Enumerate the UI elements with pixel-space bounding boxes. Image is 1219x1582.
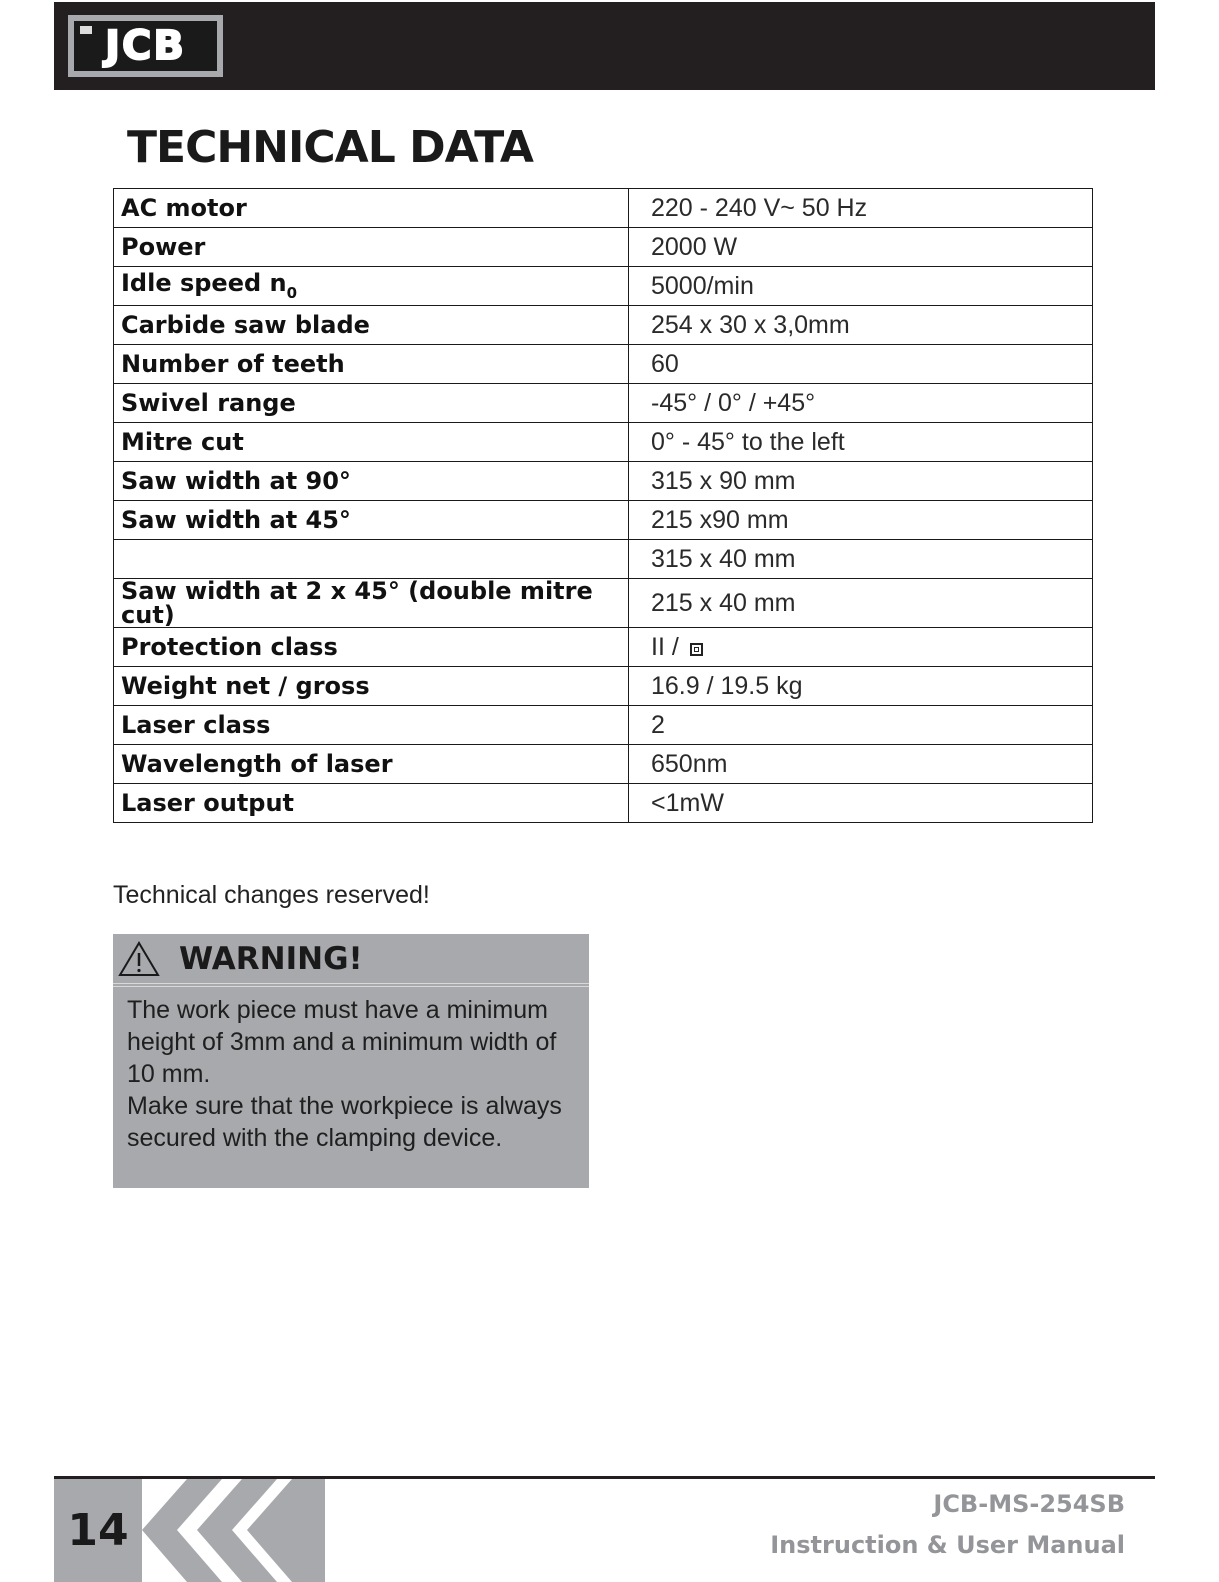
spec-label: Laser output	[114, 784, 629, 823]
spec-value: 215 x 40 mm	[629, 579, 1093, 628]
spec-label: AC motor	[114, 189, 629, 228]
table-row	[114, 579, 1093, 628]
spec-value: 5000/min	[629, 267, 1093, 306]
spec-label: Mitre cut	[114, 423, 629, 462]
spec-value: -45° / 0° / +45°	[629, 384, 1093, 423]
logo-plate	[74, 21, 217, 71]
spec-value: 315 x 40 mm	[629, 540, 1093, 579]
header-bar	[54, 2, 1155, 90]
spec-value: 2	[629, 706, 1093, 745]
table-row	[114, 267, 1093, 306]
spec-value: 215 x90 mm	[629, 501, 1093, 540]
spec-label-cell	[114, 267, 629, 306]
spec-label: Laser class	[114, 706, 629, 745]
logo-mark-icon	[80, 26, 92, 34]
table-row	[114, 306, 1093, 345]
table-row	[114, 628, 1093, 667]
warning-text: Make sure that the workpiece is always secured with the clamping device.	[127, 1092, 562, 1152]
double-insulation-icon	[690, 643, 703, 656]
spec-table	[113, 188, 1093, 823]
spec-label: Protection class	[114, 628, 629, 667]
spec-label: Idle speed n	[121, 269, 287, 297]
warning-text: The work piece must have a minimum height of 3mm and a minimum width of 10 mm.	[127, 996, 557, 1088]
table-row	[114, 540, 1093, 579]
table-row	[114, 745, 1093, 784]
warning-box	[113, 934, 589, 1188]
spec-label: Wavelength of laser	[114, 745, 629, 784]
table-row	[114, 423, 1093, 462]
table-row	[114, 784, 1093, 823]
page-title: TECHNICAL DATA	[127, 122, 533, 173]
spec-value: 0° - 45° to the left	[629, 423, 1093, 462]
table-row	[114, 501, 1093, 540]
spec-label	[114, 540, 629, 579]
spec-label-subscript: 0	[286, 284, 298, 302]
spec-label: Saw width at 90°	[114, 462, 629, 501]
table-row	[114, 189, 1093, 228]
technical-changes-note: Technical changes reserved!	[113, 881, 430, 909]
spec-value: 220 - 240 V~ 50 Hz	[629, 189, 1093, 228]
spec-value: 315 x 90 mm	[629, 462, 1093, 501]
spec-value: 2000 W	[629, 228, 1093, 267]
spec-label: Weight net / gross	[114, 667, 629, 706]
manual-title: Instruction & User Manual	[770, 1531, 1125, 1559]
spec-value: II /	[651, 632, 686, 661]
warning-header	[113, 934, 589, 984]
spec-label: Carbide saw blade	[114, 306, 629, 345]
table-row	[114, 667, 1093, 706]
spec-value: 254 x 30 x 3,0mm	[629, 306, 1093, 345]
warning-triangle-icon	[117, 940, 161, 978]
spec-value: 650nm	[629, 745, 1093, 784]
spec-label: Saw width at 45°	[114, 501, 629, 540]
table-row	[114, 462, 1093, 501]
spec-label: Saw width at 2 x 45° (double mitre cut)	[114, 579, 629, 628]
model-number: JCB-MS-254SB	[933, 1490, 1125, 1518]
warning-body	[127, 994, 577, 1154]
spec-value: <1mW	[629, 784, 1093, 823]
table-row	[114, 706, 1093, 745]
spec-label: Swivel range	[114, 384, 629, 423]
table-row	[114, 384, 1093, 423]
table-row	[114, 345, 1093, 384]
chevrons-left-icon	[142, 1479, 327, 1582]
jcb-logo	[68, 15, 223, 77]
spec-label: Number of teeth	[114, 345, 629, 384]
spec-value-cell	[629, 628, 1093, 667]
page-number: 14	[67, 1505, 129, 1556]
page-number-box	[54, 1479, 142, 1582]
spec-value: 16.9 / 19.5 kg	[629, 667, 1093, 706]
spec-label: Power	[114, 228, 629, 267]
warning-title: WARNING!	[179, 941, 363, 977]
spec-value: 60	[629, 345, 1093, 384]
table-row	[114, 228, 1093, 267]
logo-text: JCB	[105, 23, 186, 69]
